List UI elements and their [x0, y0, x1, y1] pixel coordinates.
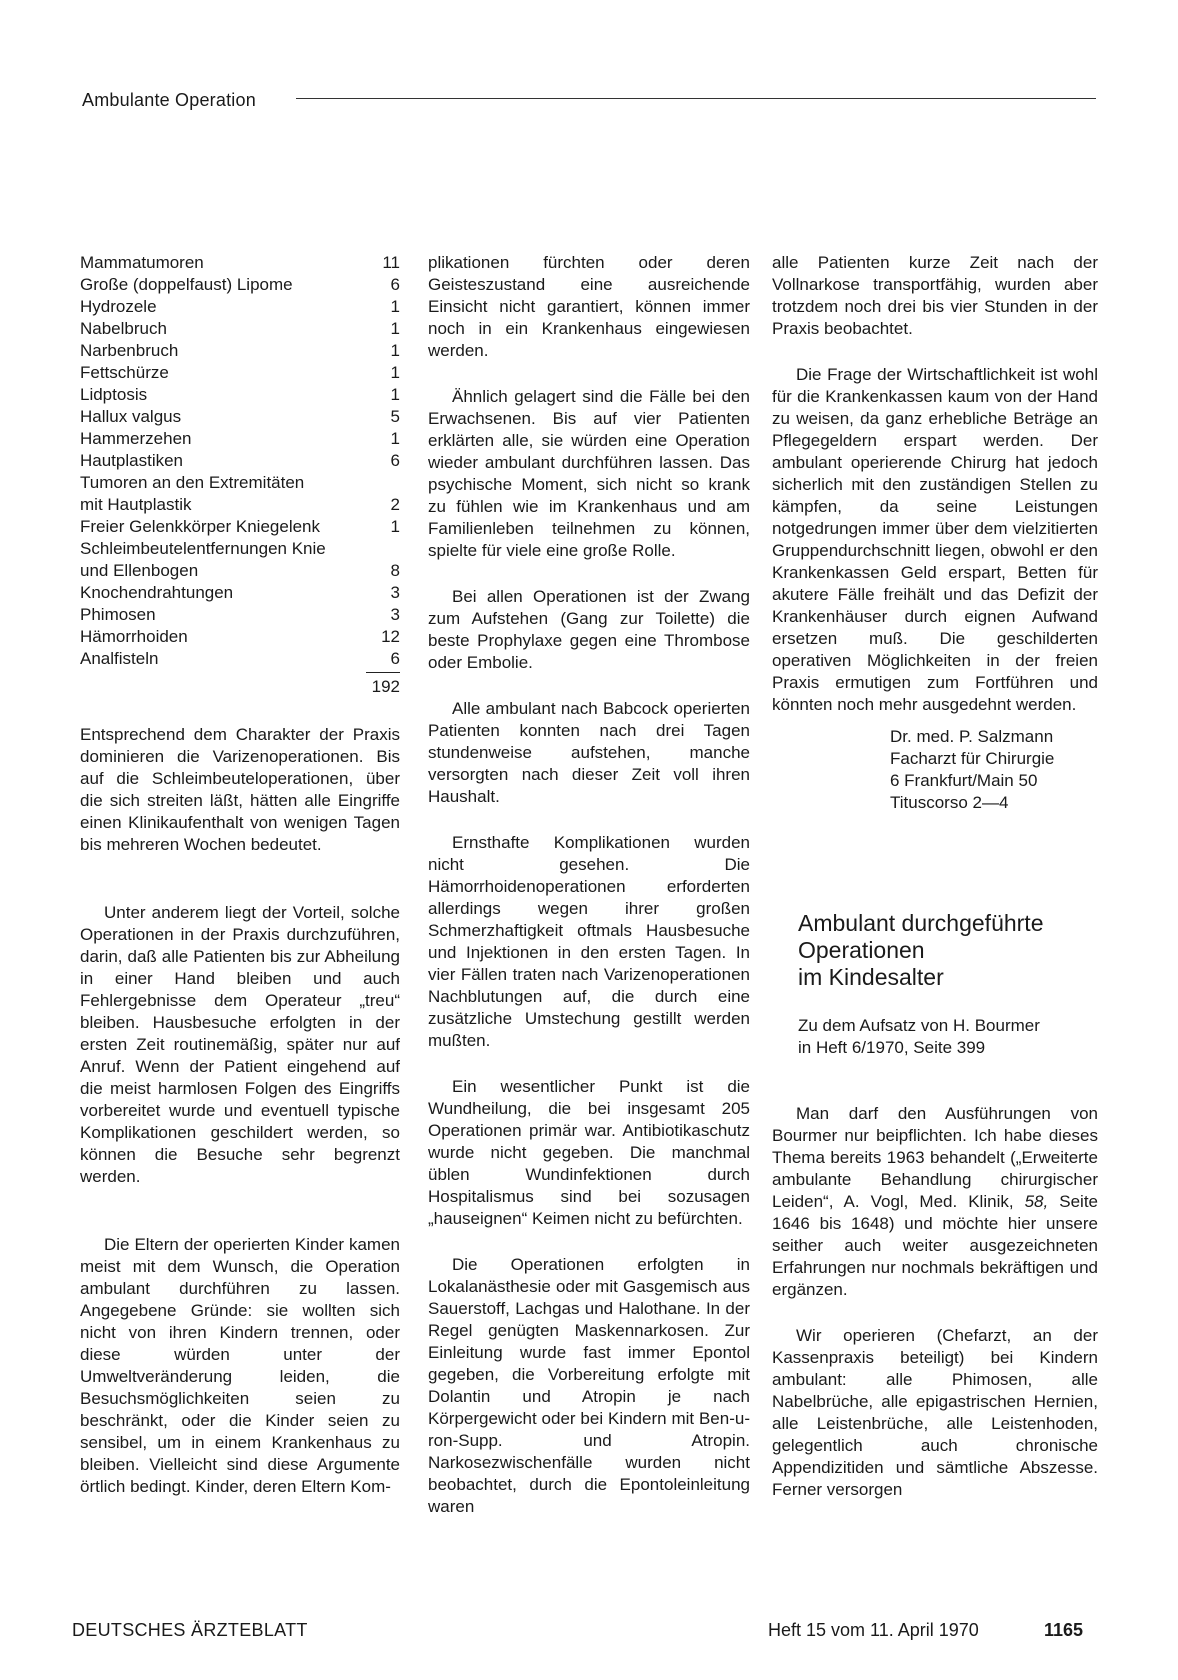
paragraph: alle Patienten kurze Zeit nach der Vollnarkose transportfähig, wurden aber trotzdem noch drei bis vier Stunden in der Praxis beobachtet. [772, 253, 1098, 338]
column-2 [428, 252, 750, 1542]
header-rule [296, 98, 1096, 99]
operation-count: 1 [390, 319, 400, 338]
operation-count: 2 [390, 495, 400, 514]
operation-label: und Ellenbogen [80, 561, 199, 580]
operation-count: 1 [390, 363, 400, 382]
operation-label: Hallux valgus [80, 407, 182, 426]
operation-count: 1 [390, 341, 400, 360]
footer-issue: Heft 15 vom 11. April 1970 [768, 1620, 979, 1640]
operation-count: 8 [390, 561, 400, 580]
author-signature [890, 726, 1098, 814]
operation-count: 12 [381, 627, 400, 646]
table-row [80, 450, 400, 472]
table-row [80, 516, 400, 538]
table-row [80, 626, 400, 648]
operation-label: Große (doppelfaust) Lipome [80, 275, 293, 294]
table-row [80, 560, 400, 582]
operation-count [360, 472, 400, 494]
column-3 [772, 252, 1098, 1525]
reference-line: Zu dem Aufsatz von H. Bourmer [798, 1016, 1040, 1035]
paragraph: Wir operieren (Chefarzt, an der Kassenpraxis beteiligt) bei Kindern ambulant: alle Phimosen, alle Nabelbrüche, alle epigastrischen Hernien, alle Leistenbrüche, alle Leistenhoden, gelegentlich auch chronische Appendizitiden und sämtliche Abszesse. Ferner versorgen [772, 1326, 1098, 1499]
signature-line: Tituscorso 2—4 [890, 793, 1009, 812]
operation-label: Knochendrahtungen [80, 583, 234, 602]
article-title-line: Operationen [798, 937, 925, 963]
table-total: 192 [366, 672, 400, 698]
operation-count: 6 [390, 451, 400, 470]
table-row [80, 582, 400, 604]
signature-line: 6 Frankfurt/Main 50 [890, 771, 1038, 790]
operation-count [360, 538, 400, 560]
signature-line: Facharzt für Chirurgie [890, 749, 1055, 768]
reference-line: in Heft 6/1970, Seite 399 [798, 1038, 986, 1057]
paragraph: Die Eltern der operierten Kinder kamen meist mit dem Wunsch, die Operation ambulant durchführen zu lassen. Angegebene Gründe: sie wollten sich nicht von ihren Kindern trennen, oder diese würden unter der Umweltveränderung leiden, die Besuchsmöglichkeiten seien zu beschränkt, oder die Kinder seien zu sensibel, um in einem Krankenhaus zu bleiben. Vielleicht sind diese Argumente örtlich bedingt. Kinder, deren Eltern Kom- [80, 1235, 400, 1496]
table-row [80, 296, 400, 318]
paragraph: plikationen fürchten oder deren Geisteszustand eine ausreichende Einsicht nicht garantiert, können immer noch in ein Krankenhaus eingewiesen werden. [428, 253, 750, 360]
article-title-line: im Kindesalter [798, 964, 944, 990]
operation-count: 1 [390, 517, 400, 536]
table-row [80, 362, 400, 384]
operation-label: Nabelbruch [80, 319, 167, 338]
operation-label: Hämorrhoiden [80, 627, 188, 646]
table-row [80, 406, 400, 428]
paragraph: Die Operationen erfolgten in Lokalanästhesie oder mit Gasgemisch aus Sauerstoff, Lachgas und Halothane. In der Regel genügten Maskennarkosen. Zur Einleitung wurde fast immer Epontol gegeben, die Vorbereitung erfolgte mit Dolantin und Atropin je nach Körpergewicht oder bei Kindern mit Ben-u-ron-Supp. und Atropin. Narkosezwischenfälle wurden nicht beobachtet, durch die Epontoleinleitung waren [428, 1255, 750, 1516]
table-row [80, 604, 400, 626]
paragraph: Unter anderem liegt der Vorteil, solche Operationen in der Praxis durchzuführen, darin, daß alle Patienten bis zur Abheilung in einer Hand bleiben und auch Fehlergebnisse dem Operateur „treu“ bleiben. Hausbesuche erfolgten in der ersten Zeit routinemäßig, später nur auf Anruf. Wenn der Patient eingehend auf die meist harmlosen Folgen des Eingriffs vorbereitet wurde und eventuell typische Komplikationen geschildert werden, so können die Besuche sehr begrenzt werden. [80, 903, 400, 1186]
paragraph: Entsprechend dem Charakter der Praxis dominieren die Varizenoperationen. Bis auf die Schleimbeuteloperationen, über die sich streiten läßt, hätten alle Eingriffe einen Klinikaufenthalt von wenigen Tagen bis mehreren Wochen bedeutet. [80, 725, 400, 854]
article-title-line: Ambulant durchgeführte [798, 910, 1044, 936]
operation-count: 1 [390, 429, 400, 448]
paragraph: Ein wesentlicher Punkt ist die Wundheilung, die bei insgesamt 205 Operationen primär war. Antibiotikaschutz wurde nicht gegeben. Die manchmal üblen Wundinfektionen durch Hospitalismus sind bei sozusagen „hauseignen“ Keimen nicht zu befürchten. [428, 1077, 750, 1228]
operation-label: Freier Gelenkkörper Kniegelenk [80, 517, 321, 536]
operation-label: Hammerzehen [80, 429, 192, 448]
footer-journal: DEUTSCHES ÄRZTEBLATT [72, 1620, 308, 1640]
operation-count: 6 [390, 275, 400, 294]
running-head: Ambulante Operation [82, 90, 256, 110]
table-row [80, 318, 400, 340]
operation-label: Schleimbeutelentfernungen Knie [80, 539, 326, 558]
operation-count: 3 [390, 605, 400, 624]
paragraph: Bei allen Operationen ist der Zwang zum Aufstehen (Gang zur Toilette) die beste Prophylaxe gegen eine Thrombose oder Embolie. [428, 587, 750, 672]
paragraph: Ernsthafte Komplikationen wurden nicht gesehen. Die Hämorrhoidenoperationen erforderten allerdings wegen ihrer großen Schmerzhaftigkeit oftmals Hausbesuche und Injektionen in den ersten Tagen. In vier Fällen traten nach Varizenoperationen Nachblutungen auf, die durch eine zusätzliche Umstechung gestillt werden mußten. [428, 833, 750, 1050]
table-row [80, 538, 400, 560]
operation-count: 1 [390, 297, 400, 316]
operation-count: 1 [390, 385, 400, 404]
signature-line: Dr. med. P. Salzmann [890, 727, 1054, 746]
operation-label: Hydrozele [80, 297, 157, 316]
table-row [80, 252, 400, 274]
operation-count: 5 [390, 407, 400, 426]
operation-label: Phimosen [80, 605, 156, 624]
operation-label: Narbenbruch [80, 341, 179, 360]
table-row [80, 494, 400, 516]
operation-label: Fettschürze [80, 363, 169, 382]
column-1 [80, 252, 400, 1522]
operation-label: Mammatumoren [80, 253, 204, 272]
operation-count: 11 [382, 253, 400, 272]
table-row [80, 428, 400, 450]
paragraph: Ähnlich gelagert sind die Fälle bei den Erwachsenen. Bis auf vier Patienten erklärten alle, sie würden eine Operation wieder ambulant durchführen lassen. Das psychische Moment, sich nicht so krank zu fühlen wie im Krankenhaus und am Familienleben teilnehmen zu können, spielte für viele eine große Rolle. [428, 387, 750, 560]
table-row [80, 340, 400, 362]
paragraph: Alle ambulant nach Babcock operierten Patienten konnten nach drei Tagen stundenweise aufstehen, manche versorgten nach dieser Zeit voll ihren Haushalt. [428, 699, 750, 806]
operations-table [80, 252, 400, 698]
operation-label: Tumoren an den Extremitäten [80, 473, 305, 492]
table-total-row [80, 670, 400, 698]
paragraph: Die Frage der Wirtschaftlichkeit ist wohl für die Krankenkassen kaum von der Hand zu weisen, da ganz erhebliche Beträge an Pflegegeldern erspart werden. Der ambulant operierende Chirurg hat jedoch sicherlich mit den zuständigen Stellen zu kämpfen, da seine Leistungen notgedrungen immer über dem vielzitierten Gruppendurchschnitt liegen, obwohl er den Krankenkassen Geld erspart, Betten für akutere Fälle freihält und das Defizit der Krankenhäuser durch eignen Aufwand ersetzen muß. Die geschilderten operativen Möglichkeiten in der freien Praxis ermutigen zum Fortführen und könnten noch mehr ausgedehnt werden. [772, 365, 1098, 714]
article-title [798, 910, 1098, 991]
table-row [80, 472, 400, 494]
operation-label: Lidptosis [80, 385, 148, 404]
article-reference [798, 1015, 1098, 1059]
operation-count: 6 [390, 649, 400, 668]
operation-count: 3 [390, 583, 400, 602]
table-row [80, 648, 400, 670]
paragraph: Man darf den Ausführungen von Bourmer nur beipflichten. Ich habe dieses Thema bereits 1963 behandelt („Erweiterte ambulante Behandlung chirurgischer Leiden“, A. Vogl, Med. Klinik, 58, Seite 1646 bis 1648) und möchte hier unsere seither auch weiter ausgezeichneten Erfahrungen nur nochmals bekräftigen und ergänzen. [772, 1104, 1098, 1299]
table-row [80, 274, 400, 296]
operation-label: Analfisteln [80, 649, 159, 668]
operation-label: Hautplastiken [80, 451, 184, 470]
table-row [80, 384, 400, 406]
volume-number: 58, [1024, 1192, 1049, 1211]
page-number: 1165 [1044, 1620, 1084, 1640]
operation-label: mit Hautplastik [80, 495, 192, 514]
